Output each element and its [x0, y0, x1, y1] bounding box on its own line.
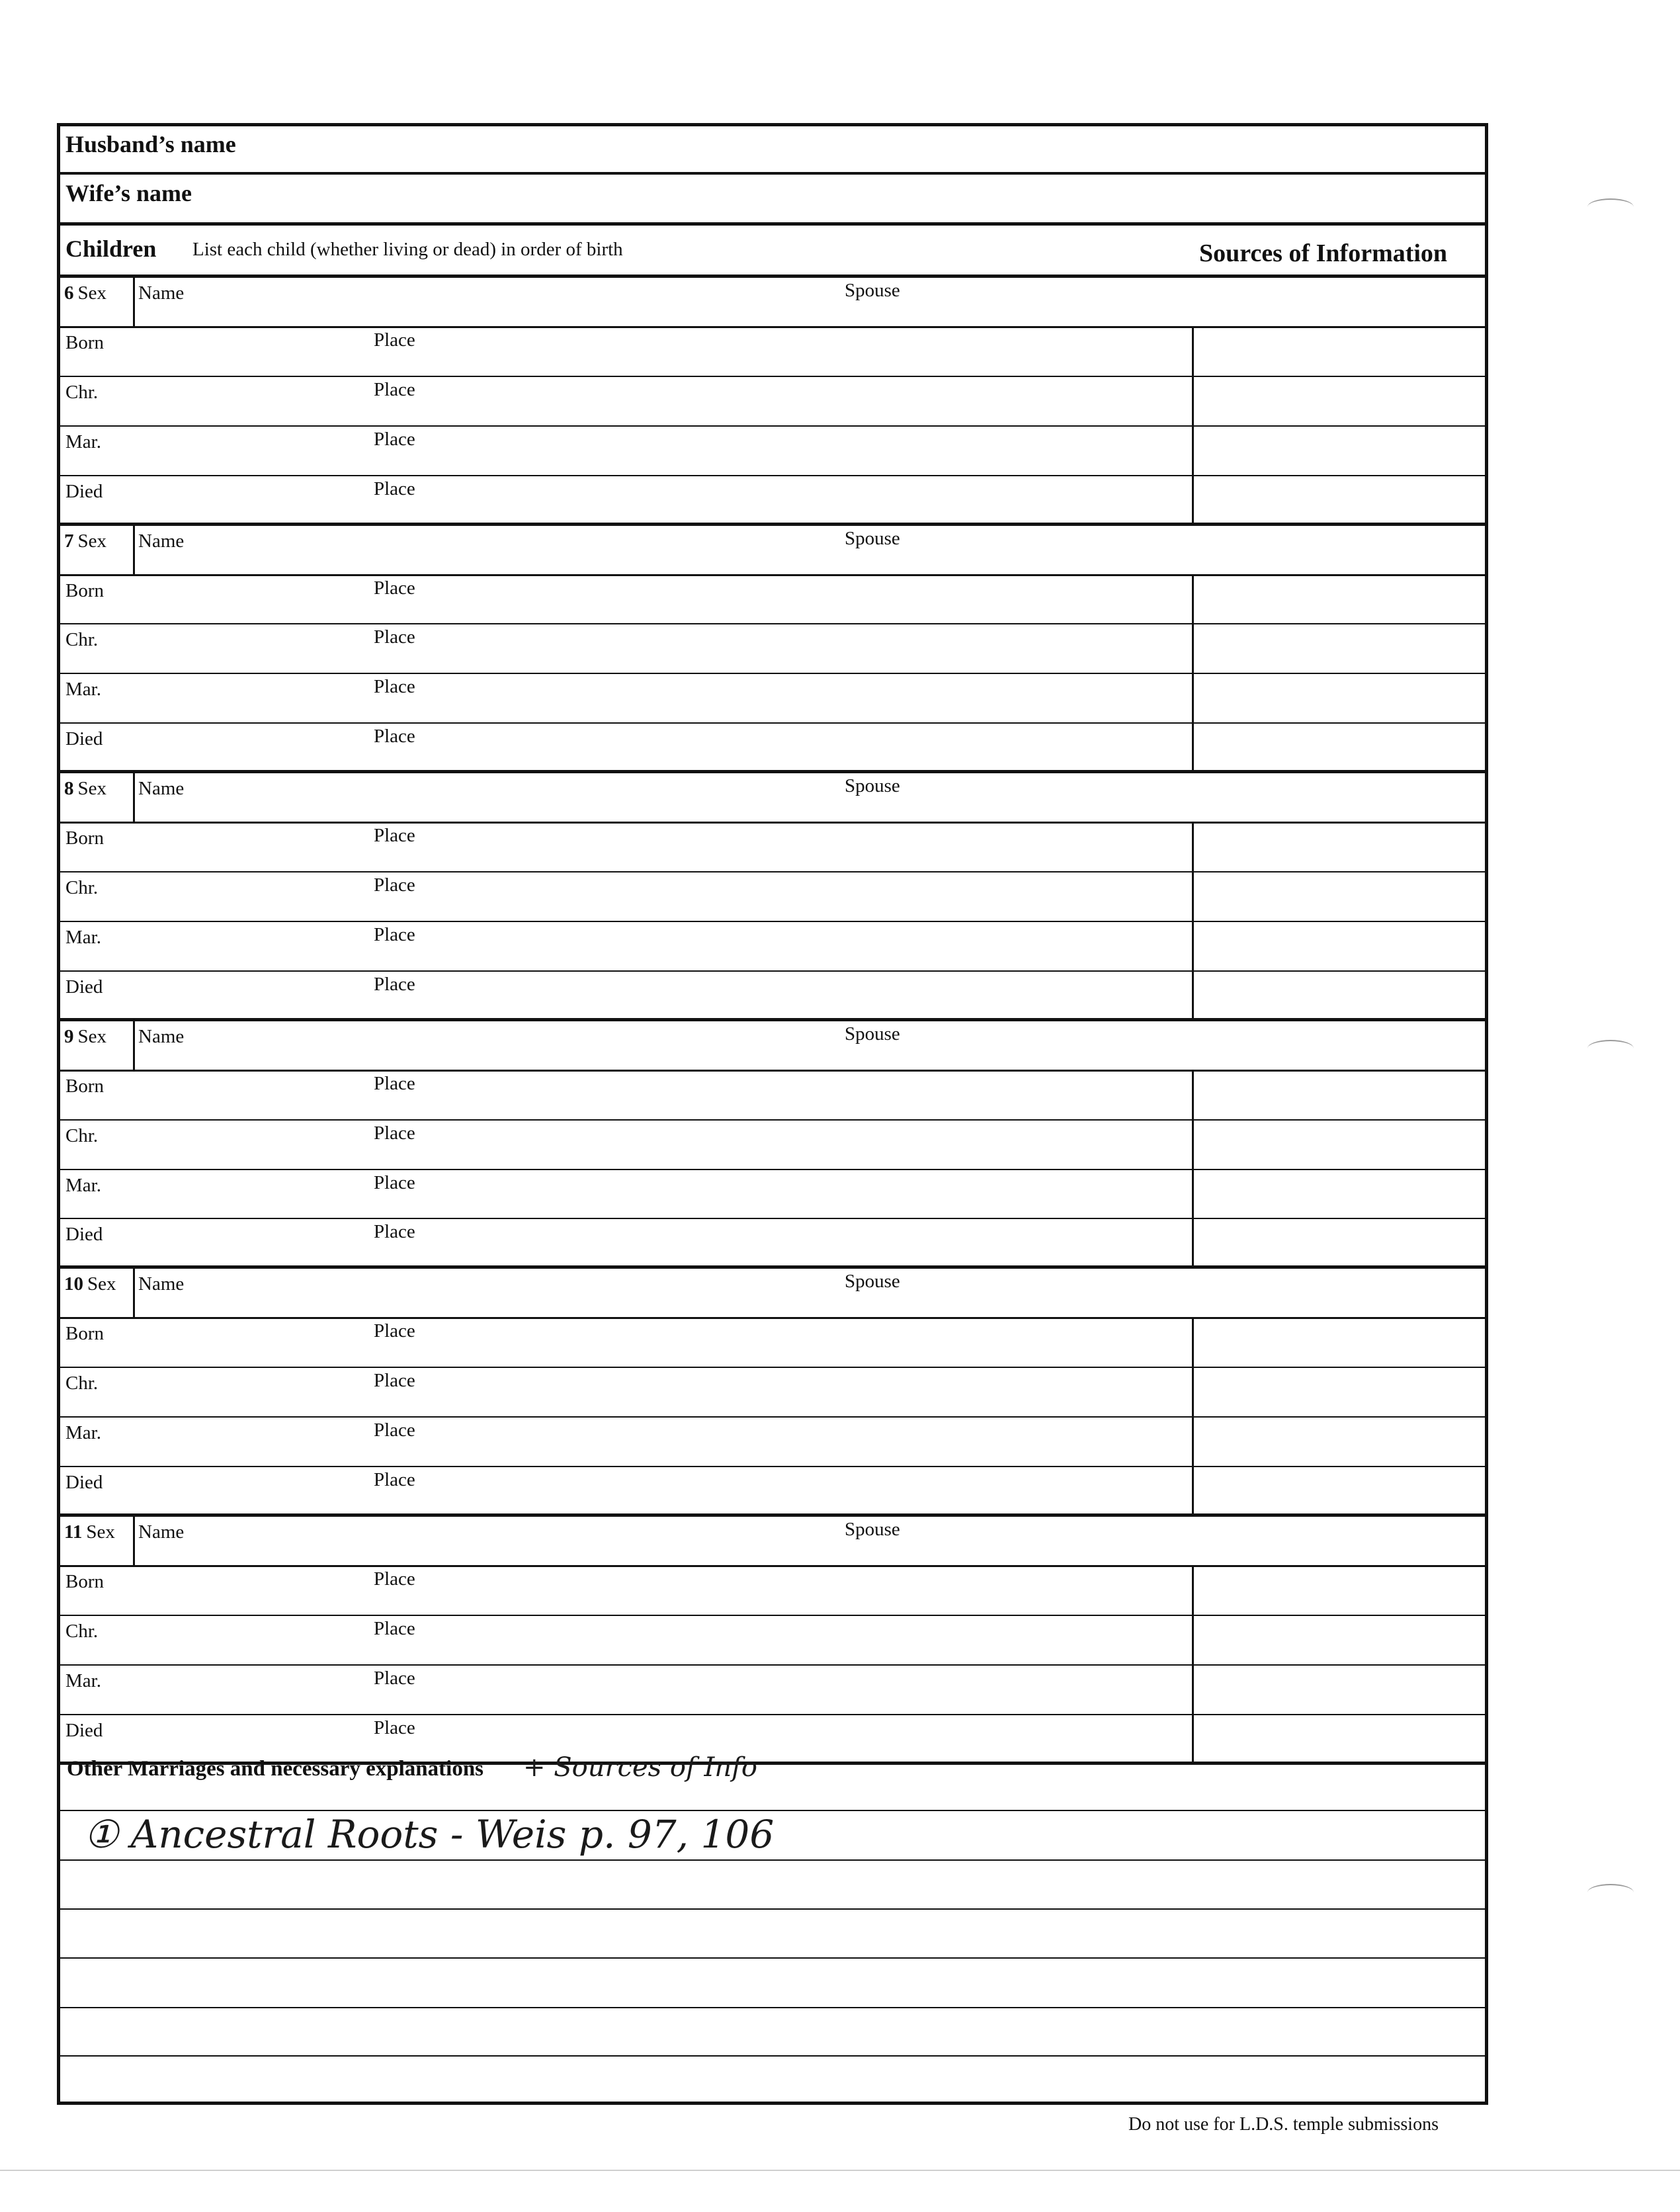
notes-line — [60, 2055, 1485, 2057]
place-label: Place — [374, 1617, 415, 1639]
place-label: Place — [374, 1667, 415, 1689]
row-divider — [60, 1615, 1485, 1616]
place-label: Place — [374, 923, 415, 945]
place-label: Place — [374, 1221, 415, 1243]
event-label: Chr. — [65, 1373, 99, 1394]
place-label: Place — [374, 676, 415, 698]
event-label: Died — [65, 1719, 103, 1741]
row-divider — [60, 1714, 1485, 1715]
name-label: Name — [138, 530, 185, 552]
spouse-label: Spouse — [845, 1519, 900, 1540]
event-label: Chr. — [65, 1125, 99, 1146]
sources-column-divider — [1192, 1318, 1194, 1516]
row-divider — [60, 574, 1485, 576]
sources-column-divider — [1192, 822, 1194, 1021]
handwritten-source-note: ① Ancestral Roots - Weis p. 97, 106 — [84, 1812, 775, 1857]
place-label: Place — [374, 726, 415, 747]
sources-column-divider — [1192, 1070, 1194, 1269]
place-label: Place — [374, 1171, 415, 1193]
divider — [60, 222, 1485, 226]
spouse-label: Spouse — [845, 1023, 900, 1044]
sex-separator — [133, 773, 135, 822]
sex-label: Sex — [87, 1273, 116, 1295]
sex-separator — [133, 525, 135, 575]
row-divider — [60, 1466, 1485, 1467]
row-divider — [60, 1416, 1485, 1418]
children-label: Children — [65, 235, 157, 262]
row-divider — [60, 326, 1485, 328]
sex-label: Sex — [77, 778, 106, 800]
sex-separator — [133, 1021, 135, 1070]
spouse-label: Spouse — [845, 280, 900, 301]
place-label: Place — [374, 1469, 415, 1490]
event-label: Chr. — [65, 381, 99, 403]
sources-column-divider — [1192, 1566, 1194, 1764]
place-label: Place — [374, 973, 415, 995]
row-divider — [60, 871, 1485, 872]
sources-column-divider — [1192, 575, 1194, 773]
event-label: Born — [65, 828, 104, 849]
row-divider — [60, 722, 1485, 724]
sex-separator — [133, 1516, 135, 1566]
row-divider — [60, 376, 1485, 377]
child-number: 10 — [64, 1273, 83, 1295]
place-label: Place — [374, 577, 415, 599]
sex-label: Sex — [77, 282, 106, 304]
place-label: Place — [374, 428, 415, 450]
child-number-sex — [64, 282, 106, 304]
row-divider — [60, 673, 1485, 674]
event-label: Chr. — [65, 1620, 99, 1642]
notes-line — [60, 1859, 1485, 1861]
event-label: Mar. — [65, 1422, 101, 1444]
row-divider — [60, 822, 1485, 824]
event-label: Mar. — [65, 431, 101, 452]
child-number: 9 — [64, 1025, 74, 1047]
place-label: Place — [374, 1568, 415, 1590]
spouse-label: Spouse — [845, 527, 900, 549]
event-label: Born — [65, 1075, 104, 1097]
child-block-divider — [60, 275, 1485, 278]
row-divider — [60, 1169, 1485, 1170]
place-label: Place — [374, 626, 415, 648]
event-label: Mar. — [65, 679, 101, 701]
event-label: Born — [65, 1323, 104, 1345]
child-block-divider — [60, 1265, 1485, 1269]
child-number-sex — [64, 1521, 115, 1543]
notes-line — [60, 2007, 1485, 2008]
notes-line — [60, 1957, 1485, 1959]
sex-label: Sex — [77, 1025, 106, 1047]
place-label: Place — [374, 1370, 415, 1392]
row-divider — [60, 475, 1485, 476]
event-label: Chr. — [65, 629, 99, 651]
child-block-divider — [60, 770, 1485, 773]
child-number-sex — [64, 531, 106, 552]
place-label: Place — [374, 329, 415, 351]
row-divider — [60, 921, 1485, 922]
handwritten-sources-heading: + Sources of Info — [523, 1752, 757, 1783]
punch-hole-mark — [1587, 1884, 1634, 1901]
sex-label: Sex — [77, 530, 106, 552]
spouse-label: Spouse — [845, 775, 900, 797]
row-divider — [60, 1218, 1485, 1219]
event-label: Died — [65, 1224, 103, 1246]
child-block-divider — [60, 523, 1485, 526]
notes-line — [60, 1908, 1485, 1910]
wife-name-label: Wife’s name — [65, 180, 192, 206]
sources-column-divider — [1192, 327, 1194, 525]
place-label: Place — [374, 874, 415, 896]
row-divider — [60, 425, 1485, 427]
row-divider — [60, 1367, 1485, 1368]
sex-separator — [133, 277, 135, 327]
event-label: Born — [65, 1570, 104, 1592]
footer-note: Do not use for L.D.S. temple submissions — [1128, 2114, 1439, 2135]
name-label: Name — [138, 1273, 185, 1295]
event-label: Born — [65, 331, 104, 353]
notes-line — [60, 1810, 1485, 1811]
place-label: Place — [374, 1320, 415, 1342]
place-label: Place — [374, 1122, 415, 1144]
family-group-form — [57, 123, 1488, 2105]
child-number-sex — [64, 778, 106, 800]
place-label: Place — [374, 825, 415, 847]
child-number-sex — [64, 1273, 116, 1295]
sex-separator — [133, 1268, 135, 1318]
name-label: Name — [138, 1521, 185, 1543]
child-number: 7 — [64, 530, 74, 552]
children-instruction: List each child (whether living or dead) in order of birth — [192, 239, 623, 260]
punch-hole-mark — [1587, 1040, 1634, 1057]
sex-label: Sex — [86, 1521, 115, 1543]
event-label: Died — [65, 1472, 103, 1493]
name-label: Name — [138, 282, 185, 304]
event-label: Chr. — [65, 877, 99, 898]
event-label: Died — [65, 480, 103, 502]
place-label: Place — [374, 1072, 415, 1094]
child-number: 6 — [64, 282, 74, 304]
name-label: Name — [138, 1025, 185, 1047]
row-divider — [60, 1565, 1485, 1567]
row-divider — [60, 1119, 1485, 1121]
page-bottom-rule — [0, 2170, 1680, 2171]
other-marriages-label: Other Marriages and necessary explanations — [67, 1757, 484, 1781]
spouse-label: Spouse — [845, 1271, 900, 1293]
event-label: Died — [65, 728, 103, 750]
husband-name-label: Husband’s name — [65, 131, 236, 157]
row-divider — [60, 970, 1485, 972]
child-number: 8 — [64, 778, 74, 800]
child-number-sex — [64, 1026, 106, 1048]
child-block-divider — [60, 1513, 1485, 1517]
child-number: 11 — [64, 1521, 83, 1543]
event-label: Mar. — [65, 926, 101, 948]
row-divider — [60, 623, 1485, 624]
event-label: Born — [65, 579, 104, 601]
name-label: Name — [138, 778, 185, 800]
place-label: Place — [374, 1420, 415, 1441]
place-label: Place — [374, 1717, 415, 1738]
place-label: Place — [374, 378, 415, 400]
row-divider — [60, 1317, 1485, 1319]
row-divider — [60, 1070, 1485, 1072]
child-block-divider — [60, 1018, 1485, 1021]
place-label: Place — [374, 478, 415, 499]
event-label: Died — [65, 976, 103, 998]
divider — [60, 172, 1485, 175]
sources-of-information-label: Sources of Information — [1199, 239, 1448, 267]
row-divider — [60, 1664, 1485, 1666]
event-label: Mar. — [65, 1174, 101, 1196]
punch-hole-mark — [1587, 198, 1634, 216]
event-label: Mar. — [65, 1670, 101, 1691]
